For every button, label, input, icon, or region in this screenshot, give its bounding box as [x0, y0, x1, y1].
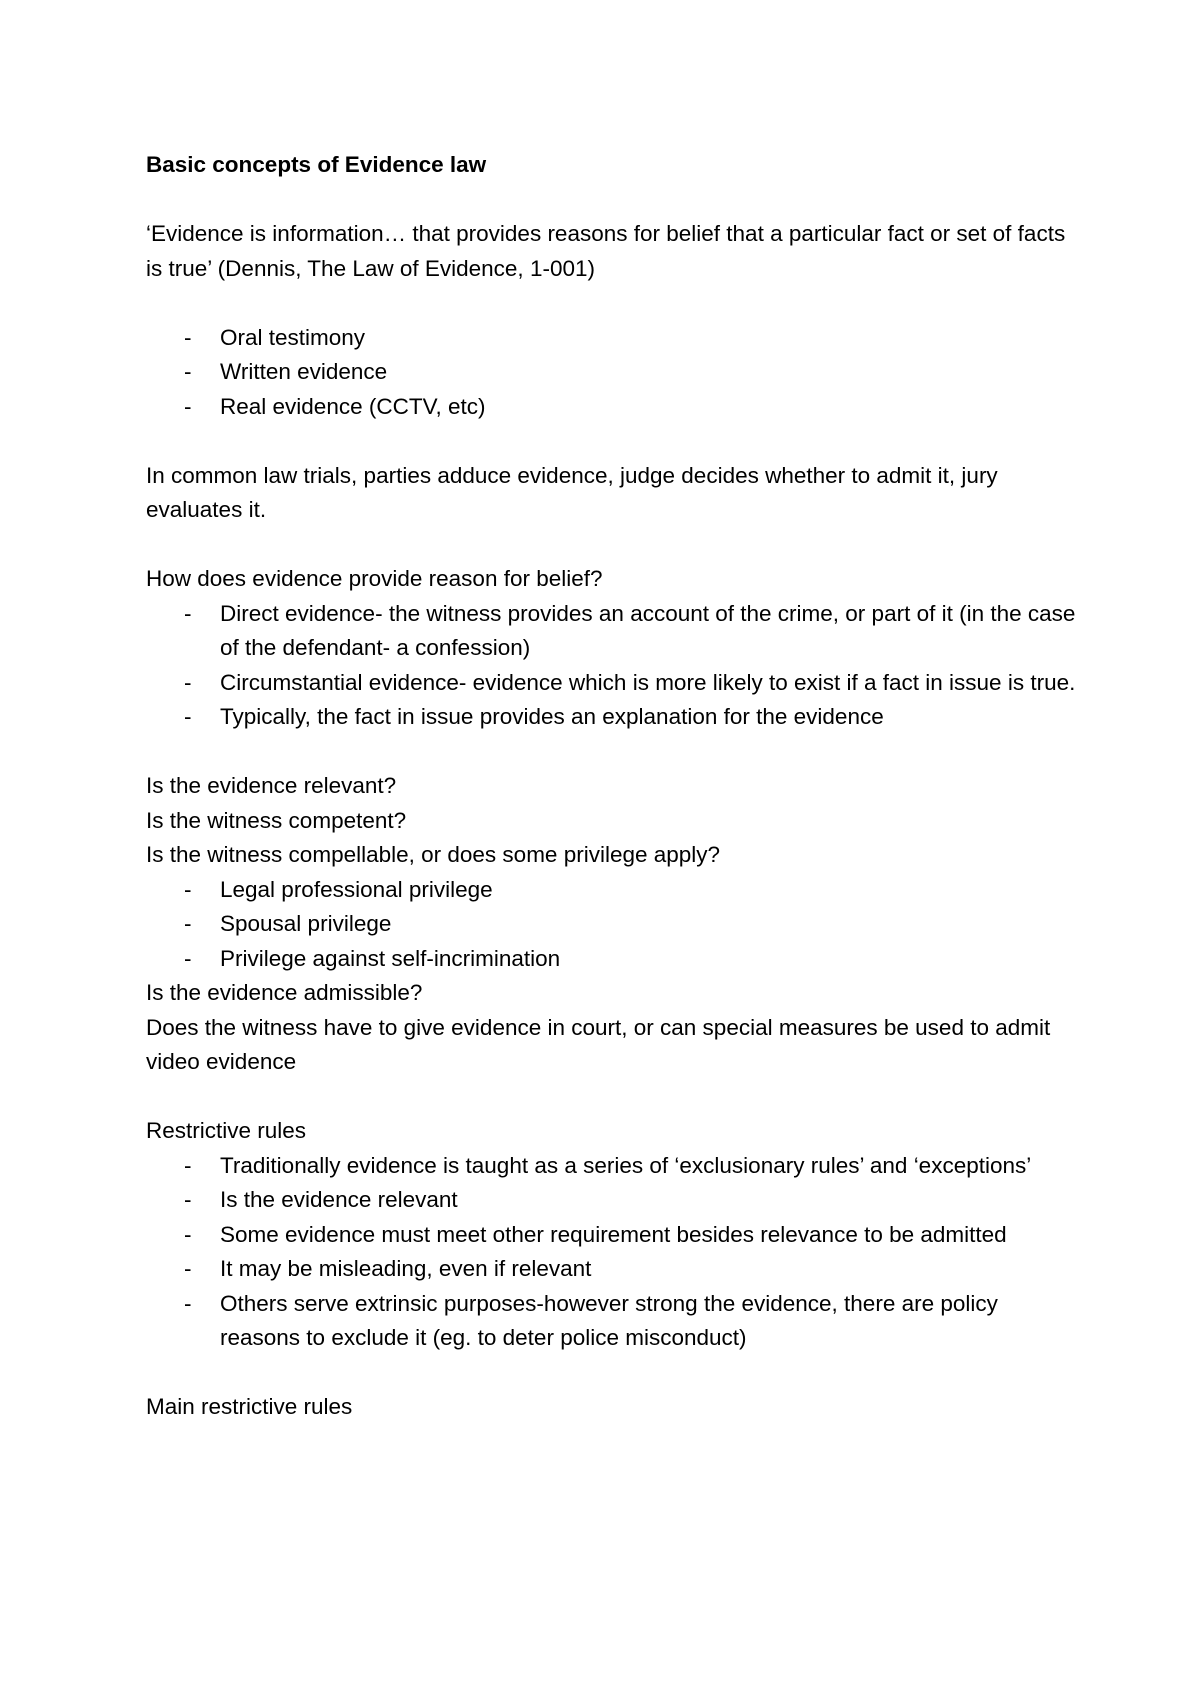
restrictive-list: [146, 1149, 1076, 1356]
spacer: [146, 286, 1076, 321]
list-item: - Real evidence (CCTV, etc): [146, 390, 1076, 425]
privilege-list: [146, 873, 1076, 977]
question-court: Does the witness have to give evidence in court, or can special measures be used to admit video evidence: [146, 1014, 1051, 1074]
evidence-types-list: [146, 321, 1076, 425]
list-item: - Spousal privilege: [146, 907, 1076, 942]
question-compellable: Is the witness compellable, or does some privilege apply?: [146, 842, 721, 867]
list-item: - Some evidence must meet other requirement besides relevance to be admitted: [146, 1218, 1076, 1253]
question-competent: Is the witness competent?: [146, 807, 407, 833]
list-item: - Others serve extrinsic purposes-however strong the evidence, there are policy reasons to exclude it (eg. to deter police misconduct): [146, 1287, 1076, 1356]
common-law-paragraph: In common law trials, parties adduce evidence, judge decides whether to admit it, jury evaluates it.: [146, 462, 998, 522]
list-item: - Circumstantial evidence- evidence which is more likely to exist if a fact in issue is true.: [146, 666, 1076, 701]
restrictive-heading: Restrictive rules: [146, 1118, 307, 1143]
definition-quote: ‘Evidence is information… that provides reasons for belief that a particular fact or set of facts is true’ (Dennis, The Law of Evidence, 1-001): [146, 221, 1066, 281]
list-item: - Oral testimony: [146, 321, 1076, 356]
reason-heading: How does evidence provide reason for belief?: [146, 566, 603, 591]
question-relevant: Is the evidence relevant?: [146, 773, 397, 798]
spacer: [146, 1080, 1076, 1115]
list-item: - Legal professional privilege: [146, 873, 1076, 908]
list-item: - Privilege against self-incrimination: [146, 942, 1076, 977]
document-title: Basic concepts of Evidence law: [146, 152, 487, 177]
spacer: [146, 1356, 1076, 1391]
spacer: [146, 424, 1076, 459]
main-rules-heading: Main restrictive rules: [146, 1394, 353, 1419]
spacer: [146, 528, 1076, 563]
list-item: - Is the evidence relevant: [146, 1183, 1076, 1218]
list-item: - Written evidence: [146, 355, 1076, 390]
list-item: - Direct evidence- the witness provides an account of the crime, or part of it (in the case of the defendant- a confession): [146, 597, 1076, 666]
list-item: - Typically, the fact in issue provides an explanation for the evidence: [146, 700, 1076, 735]
reason-list: [146, 597, 1076, 735]
list-item: - It may be misleading, even if relevant: [146, 1252, 1076, 1287]
list-item: - Traditionally evidence is taught as a series of ‘exclusionary rules’ and ‘exceptions’: [146, 1149, 1076, 1184]
document-body: [146, 148, 1076, 1425]
question-admissible: Is the evidence admissible?: [146, 980, 423, 1005]
spacer: [146, 183, 1076, 218]
spacer: [146, 735, 1076, 770]
